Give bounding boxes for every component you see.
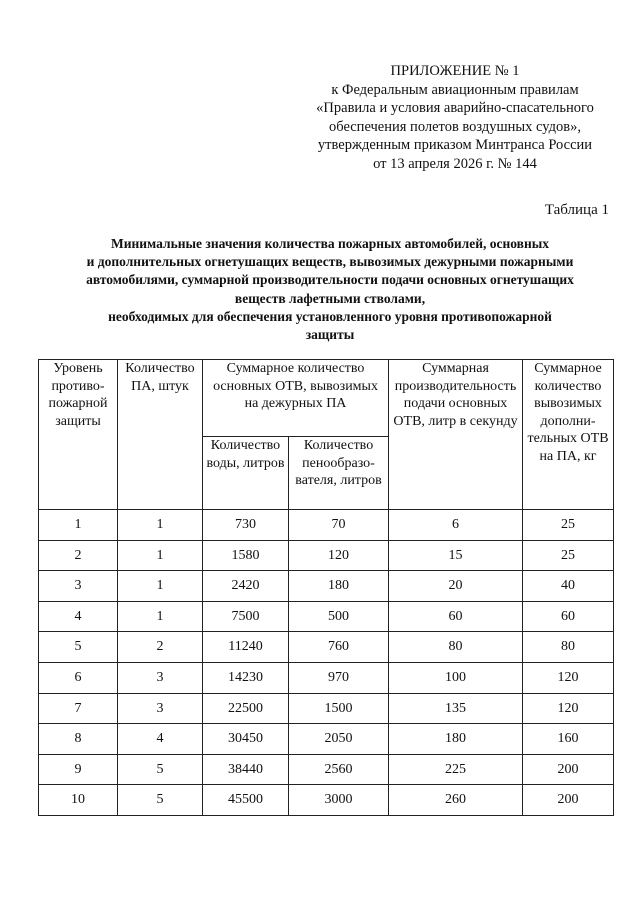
count-cell: 1	[118, 510, 203, 541]
foam-cell: 760	[289, 632, 389, 663]
table-row	[39, 724, 614, 755]
title-line: защиты	[305, 327, 355, 343]
header-foam: Количество пенообразо-вателя, литров	[289, 437, 389, 510]
extra-cell: 40	[523, 571, 614, 602]
title-line: веществ лафетными стволами,	[234, 290, 426, 306]
level-cell: 3	[39, 571, 118, 602]
count-cell: 3	[118, 662, 203, 693]
throughput-cell: 225	[389, 754, 523, 785]
level-cell: 6	[39, 662, 118, 693]
foam-cell: 180	[289, 571, 389, 602]
header-count: Количество ПА, штук	[118, 360, 203, 510]
water-cell: 2420	[203, 571, 289, 602]
table-label: Таблица 1	[544, 202, 609, 218]
throughput-cell: 100	[389, 662, 523, 693]
throughput-cell: 60	[389, 601, 523, 632]
table-header	[39, 360, 614, 510]
count-cell: 1	[118, 601, 203, 632]
extra-cell: 120	[523, 662, 614, 693]
water-cell: 38440	[203, 754, 289, 785]
level-cell: 2	[39, 540, 118, 571]
table-row	[39, 662, 614, 693]
throughput-cell: 80	[389, 632, 523, 663]
throughput-cell: 15	[389, 540, 523, 571]
throughput-cell: 135	[389, 693, 523, 724]
water-cell: 7500	[203, 601, 289, 632]
table-row	[39, 540, 614, 571]
extra-cell: 80	[523, 632, 614, 663]
foam-cell: 2050	[289, 724, 389, 755]
foam-cell: 2560	[289, 754, 389, 785]
table-title	[40, 235, 620, 344]
appendix-title: ПРИЛОЖЕНИЕ № 1	[390, 63, 520, 79]
extra-cell: 200	[523, 785, 614, 816]
water-cell: 14230	[203, 662, 289, 693]
level-cell: 5	[39, 632, 118, 663]
extra-cell: 160	[523, 724, 614, 755]
appendix-header	[305, 62, 605, 173]
data-table	[38, 359, 614, 816]
foam-cell: 1500	[289, 693, 389, 724]
table-row	[39, 632, 614, 663]
water-cell: 22500	[203, 693, 289, 724]
count-cell: 1	[118, 571, 203, 602]
appendix-line: «Правила и условия аварийно-спасательного	[316, 100, 594, 116]
extra-cell: 25	[523, 510, 614, 541]
foam-cell: 970	[289, 662, 389, 693]
extra-cell: 120	[523, 693, 614, 724]
title-line: автомобилями, суммарной производительности подачи основных огнетушащих	[86, 272, 574, 288]
foam-cell: 500	[289, 601, 389, 632]
header-throughput: Суммарная производительность подачи основных ОТВ, литр в секунду	[389, 360, 523, 510]
water-cell: 730	[203, 510, 289, 541]
header-water: Количество воды, литров	[203, 437, 289, 510]
water-cell: 1580	[203, 540, 289, 571]
level-cell: 1	[39, 510, 118, 541]
water-cell: 30450	[203, 724, 289, 755]
level-cell: 8	[39, 724, 118, 755]
appendix-line: обеспечения полетов воздушных судов»,	[329, 118, 581, 135]
foam-cell: 120	[289, 540, 389, 571]
extra-cell: 60	[523, 601, 614, 632]
table-row	[39, 693, 614, 724]
appendix-line: утвержденным приказом Минтранса России	[317, 137, 593, 153]
extra-cell: 25	[523, 540, 614, 571]
count-cell: 4	[118, 724, 203, 755]
foam-cell: 70	[289, 510, 389, 541]
extra-cell: 200	[523, 754, 614, 785]
level-cell: 4	[39, 601, 118, 632]
table-row	[39, 510, 614, 541]
throughput-cell: 6	[389, 510, 523, 541]
count-cell: 5	[118, 754, 203, 785]
header-extra: Суммарное количество вывозимых дополни-тельных ОТВ на ПА, кг	[523, 360, 614, 510]
table-row	[39, 785, 614, 816]
count-cell: 2	[118, 632, 203, 663]
table-body	[39, 510, 614, 816]
count-cell: 5	[118, 785, 203, 816]
table-row	[39, 601, 614, 632]
level-cell: 10	[39, 785, 118, 816]
count-cell: 1	[118, 540, 203, 571]
throughput-cell: 20	[389, 571, 523, 602]
title-line: Минимальные значения количества пожарных автомобилей, основных	[110, 236, 550, 251]
header-total-main: Суммарное количество основных ОТВ, вывозимых на дежурных ПА	[203, 360, 389, 437]
water-cell: 45500	[203, 785, 289, 816]
table-row	[39, 571, 614, 602]
throughput-cell: 260	[389, 785, 523, 816]
count-cell: 3	[118, 693, 203, 724]
foam-cell: 3000	[289, 785, 389, 816]
water-cell: 11240	[203, 632, 289, 663]
table-row	[39, 754, 614, 785]
level-cell: 9	[39, 754, 118, 785]
title-line: необходимых для обеспечения установленного уровня противопожарной	[108, 308, 552, 324]
throughput-cell: 180	[389, 724, 523, 755]
header-level: Уровень противо-пожарной защиты	[39, 360, 118, 510]
title-line: и дополнительных огнетушащих веществ, вывозимых дежурными пожарными	[86, 254, 574, 270]
appendix-line: к Федеральным авиационным правилам	[331, 81, 579, 98]
level-cell: 7	[39, 693, 118, 724]
appendix-date: от 13 апреля 2026 г. № 144	[373, 155, 537, 172]
